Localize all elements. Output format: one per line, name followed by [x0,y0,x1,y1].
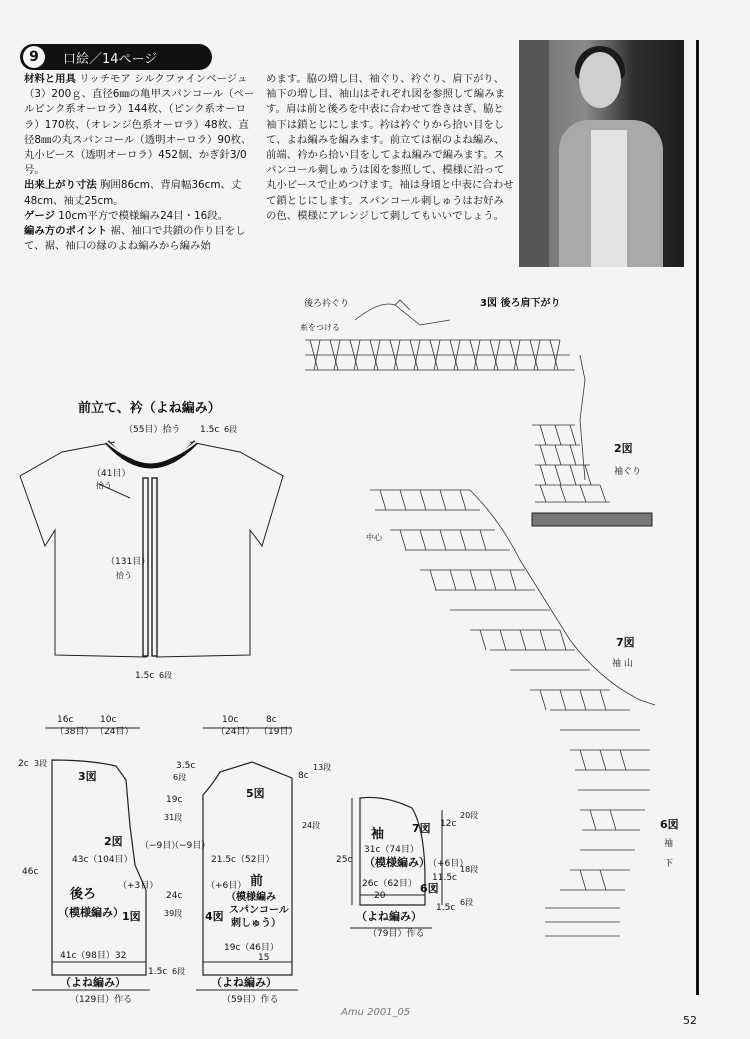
label: 6図 [420,882,439,895]
label: 3段 [34,759,48,768]
label: 6図 [660,818,679,831]
label: 糸をつける [300,323,340,332]
label: 16c [57,715,74,725]
label: （38目） [55,727,94,737]
label: 46c [22,867,39,877]
label: （よね編み） [60,976,126,989]
label: 24段 [302,821,321,830]
label: 1.5c [148,967,168,977]
label: （よね編み） [211,976,277,989]
label: 下 [664,859,674,869]
label: 26c（62目） [362,879,417,889]
label: 前 [250,874,264,889]
size-text: 胸囲86cm、背肩幅36cm、丈48cm、袖丈25cm。 [24,179,242,207]
label: 1図 [122,910,141,923]
label: 刺しゅう） [231,918,281,929]
page-number: 52 [683,1014,697,1027]
label: 3.5c [176,761,196,771]
label: 6段 [172,967,186,976]
label: （79目）作る [368,929,425,939]
gauge-label: ゲージ [24,209,55,222]
label: （41目） [92,469,131,479]
label: （24目） [216,727,255,737]
label: 8c [266,715,277,725]
label: 19c（46目） [224,943,279,953]
label: 7図 [616,636,635,649]
label: 19c [166,795,183,805]
label: 18段 [460,865,479,874]
label: （24目） [95,727,134,737]
label: 2図 [614,442,633,455]
section-title: 口絵／14ページ [63,51,158,67]
label: （+6目） [428,859,469,869]
label: 6段 [173,773,187,782]
label: 2c [18,759,29,769]
label: 袖ぐり [614,467,642,477]
label: 12c [440,819,457,829]
label: 6段 [159,671,173,680]
materials-text: リッチモア シルクファインベージュ（3）200ｇ、直径6㎜の亀甲スパンコール（ペールピンク系オーロラ）144枚、（ピンク系オーロラ）170枚、（オレンジ色系オーロラ）48枚、直径8㎜の丸スパンコール（透明オーロラ）90枚、丸小ビース（透明オーロラ）452個、かぎ針3/0号。 [24,73,255,177]
label: 3図 後ろ肩下がり [480,298,561,309]
label: 1.5c [135,671,155,681]
label: （−9目） [170,841,211,851]
label: 袖 [664,839,674,849]
label: 4図 [205,910,224,923]
label: （+3目） [118,881,159,891]
maedate-title: 前立て、衿（よね編み） [78,401,221,416]
label: 43c（104目） [72,855,133,865]
label: 5図 [246,787,265,800]
label: 中心 [366,533,382,542]
label: 25c [336,855,353,865]
label: 6段 [224,425,238,434]
label: （19目） [259,727,298,737]
label: 袖 山 [612,659,633,669]
label: （模様編み） [364,856,430,869]
label: 2図 [104,835,123,848]
label: 1.5c [436,903,456,913]
label: （+6目） [206,881,247,891]
points-label: 編み方のポイント [24,225,108,238]
label: スパンコール [229,905,289,916]
label: 3図 [78,770,97,783]
instructions-text: めます。脇の増し目、袖ぐり、衿ぐり、肩下がり、袖下の増し目、袖山はそれぞれ図を参照して編みます。肩は前と後ろを中表に合わせて巻きはぎ、脇と袖下は鎖とじにします。衿は衿ぐりから拾い目をして、よね編みを編みます。前立ては裾のよね編み、前端、衿から拾い目をしてよね編みで編みます。スパンコール刺しゅうは図を参照して、模様に沿って丸小ビースで止めつけます。袖は身頃と中表に合わせて鎖とじにします。スパンコール刺しゅうはお好みの色、模様にアレンジして刺してもいいでしょう。 [266,73,514,222]
label: 31c（74目） [364,845,419,855]
label: 袖 [371,827,385,842]
size-label: 出来上がり寸法 [24,179,97,192]
label: 7図 [412,822,431,835]
materials-label: 材料と用具 [24,73,76,85]
label: （模様編み） [58,906,124,919]
magazine-footer: Amu 2001_05 [341,1007,411,1018]
gauge-text: 10cm平方で模様編み24目・16段。 [58,209,229,222]
label: 拾う [96,481,112,490]
label: 6段 [460,898,474,907]
label: 10c [100,715,117,725]
label: 39段 [164,909,183,918]
label: 後ろ [70,887,97,902]
label: 41c（98目）32 [60,951,127,961]
label: 21.5c（52目） [211,855,275,865]
label: 24c [166,891,183,901]
label: （−9目） [140,841,181,851]
label: （模様編み [226,892,276,903]
label: （131目） [106,557,151,567]
label: 1.5c [200,425,220,435]
points-text: 裾、袖口で共鎖の作り目をして、裾、袖口の縁のよね編みから編み始 [24,225,246,253]
label: 8c [298,771,309,781]
label: 31段 [164,813,183,822]
label: （55目）拾う [124,425,181,435]
label: 13段 [313,763,332,772]
label: （59目）作る [222,995,279,1005]
label: 拾う [116,571,132,580]
label: 20段 [460,811,479,820]
label: 20 [374,891,386,901]
label: 11.5c [432,873,457,883]
label: 15 [258,953,270,963]
label: （129目）作る [70,995,133,1005]
label: （よね編み） [356,910,422,923]
section-number: 9 [23,46,45,68]
label: 後ろ衿ぐり [304,299,350,309]
label: 10c [222,715,239,725]
